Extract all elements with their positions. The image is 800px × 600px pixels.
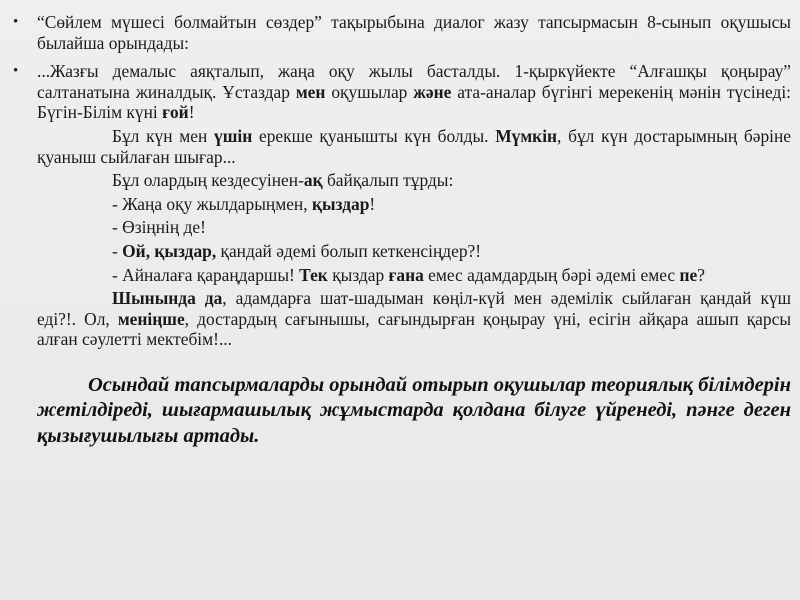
highlight-word: ақ — [303, 170, 323, 191]
task-intro-text: “Сөйлем мүшесі болмайтын сөздер” тақырыбына диалог жазу тапсырмасын 8-сынып оқушысы былайша орындады: — [37, 12, 791, 53]
paragraph-3 — [37, 194, 791, 215]
highlight-word: Шынында да — [112, 288, 223, 309]
highlight-word: қыздар — [311, 193, 370, 214]
bullet-marker: • — [13, 63, 19, 80]
bullet-marker: • — [13, 14, 19, 30]
dialog-text: оқушылар — [325, 81, 414, 102]
paragraph-1 — [37, 126, 791, 167]
para-text: қандай әдемі болып кеткенсіңдер?! — [216, 240, 482, 261]
dialog-text: ата-аналар бүгінгі мерекенің мәнін түсінеді: Бүгін-Білім күні — [37, 81, 792, 123]
para-text: ерекше қуанышты күн болды. — [252, 125, 496, 146]
para-text: - — [112, 240, 123, 261]
highlight-word: мен — [295, 81, 326, 102]
highlight-word: меніңше — [117, 308, 185, 329]
highlight-word: пе — [679, 264, 698, 285]
highlight-word: үшін — [214, 125, 253, 146]
dialog-text: ...Жазғы демалыс аяқталып, жаңа оқу жылы басталды. 1-қыркүйекте “Алғашқы қоңырау” салтанатына жиналдық. Ұстаздар — [37, 61, 791, 102]
paragraph-4: - Өзіңнің де! — [112, 217, 206, 238]
closing-statement: Осындай тапсырмаларды орындай отырып оқушылар теориялық білімдерін жетілдіреді, шығармашылық жұмыстарда қолдана білуге үйренеді, пәнге деген қызығушылығы артады. — [37, 373, 791, 447]
paragraph-6 — [37, 265, 791, 286]
para-text: Бұл күн мен — [112, 125, 215, 146]
para-text: - Айналаға қараңдаршы! — [112, 264, 300, 285]
para-text: қыздар — [327, 264, 389, 285]
highlight-word: ғана — [388, 264, 424, 285]
para-text: байқалып тұрды: — [322, 170, 454, 191]
highlight-word: ғой — [162, 102, 189, 123]
para-text: Бұл олардың кездесуінен- — [112, 170, 304, 191]
highlight-word: Тек — [299, 264, 328, 285]
highlight-word: Мүмкін — [495, 125, 558, 146]
para-text: - Жаңа оқу жылдарыңмен, — [112, 193, 312, 214]
para-text: , бұл күн достарымның бәріне қуаныш сыйлаған шығар... — [37, 125, 791, 167]
para-text: , адамдарға шат-шадыман көңіл-күй мен әдемілік сыйлаған қандай күш еді?!. Ол, — [37, 288, 791, 329]
para-text: ? — [697, 264, 705, 285]
para-text: емес адамдардың бәрі әдемі емес — [423, 264, 680, 285]
para-text: ! — [369, 193, 376, 214]
paragraph-2 — [37, 170, 791, 191]
paragraph-7 — [37, 288, 791, 350]
slide-content — [13, 12, 791, 449]
highlight-word: Ой, қыздар, — [122, 240, 217, 261]
bullet-dialog-start — [13, 61, 791, 123]
dialog-text: ! — [188, 102, 195, 123]
paragraph-5 — [37, 241, 791, 262]
bullet-task-intro — [13, 12, 791, 53]
para-text: , достардың сағынышы, сағындырған қоңырау үні, есігін айқара ашып қарсы алған сәулетті мектебім!... — [37, 308, 792, 350]
highlight-word: және — [413, 81, 452, 102]
